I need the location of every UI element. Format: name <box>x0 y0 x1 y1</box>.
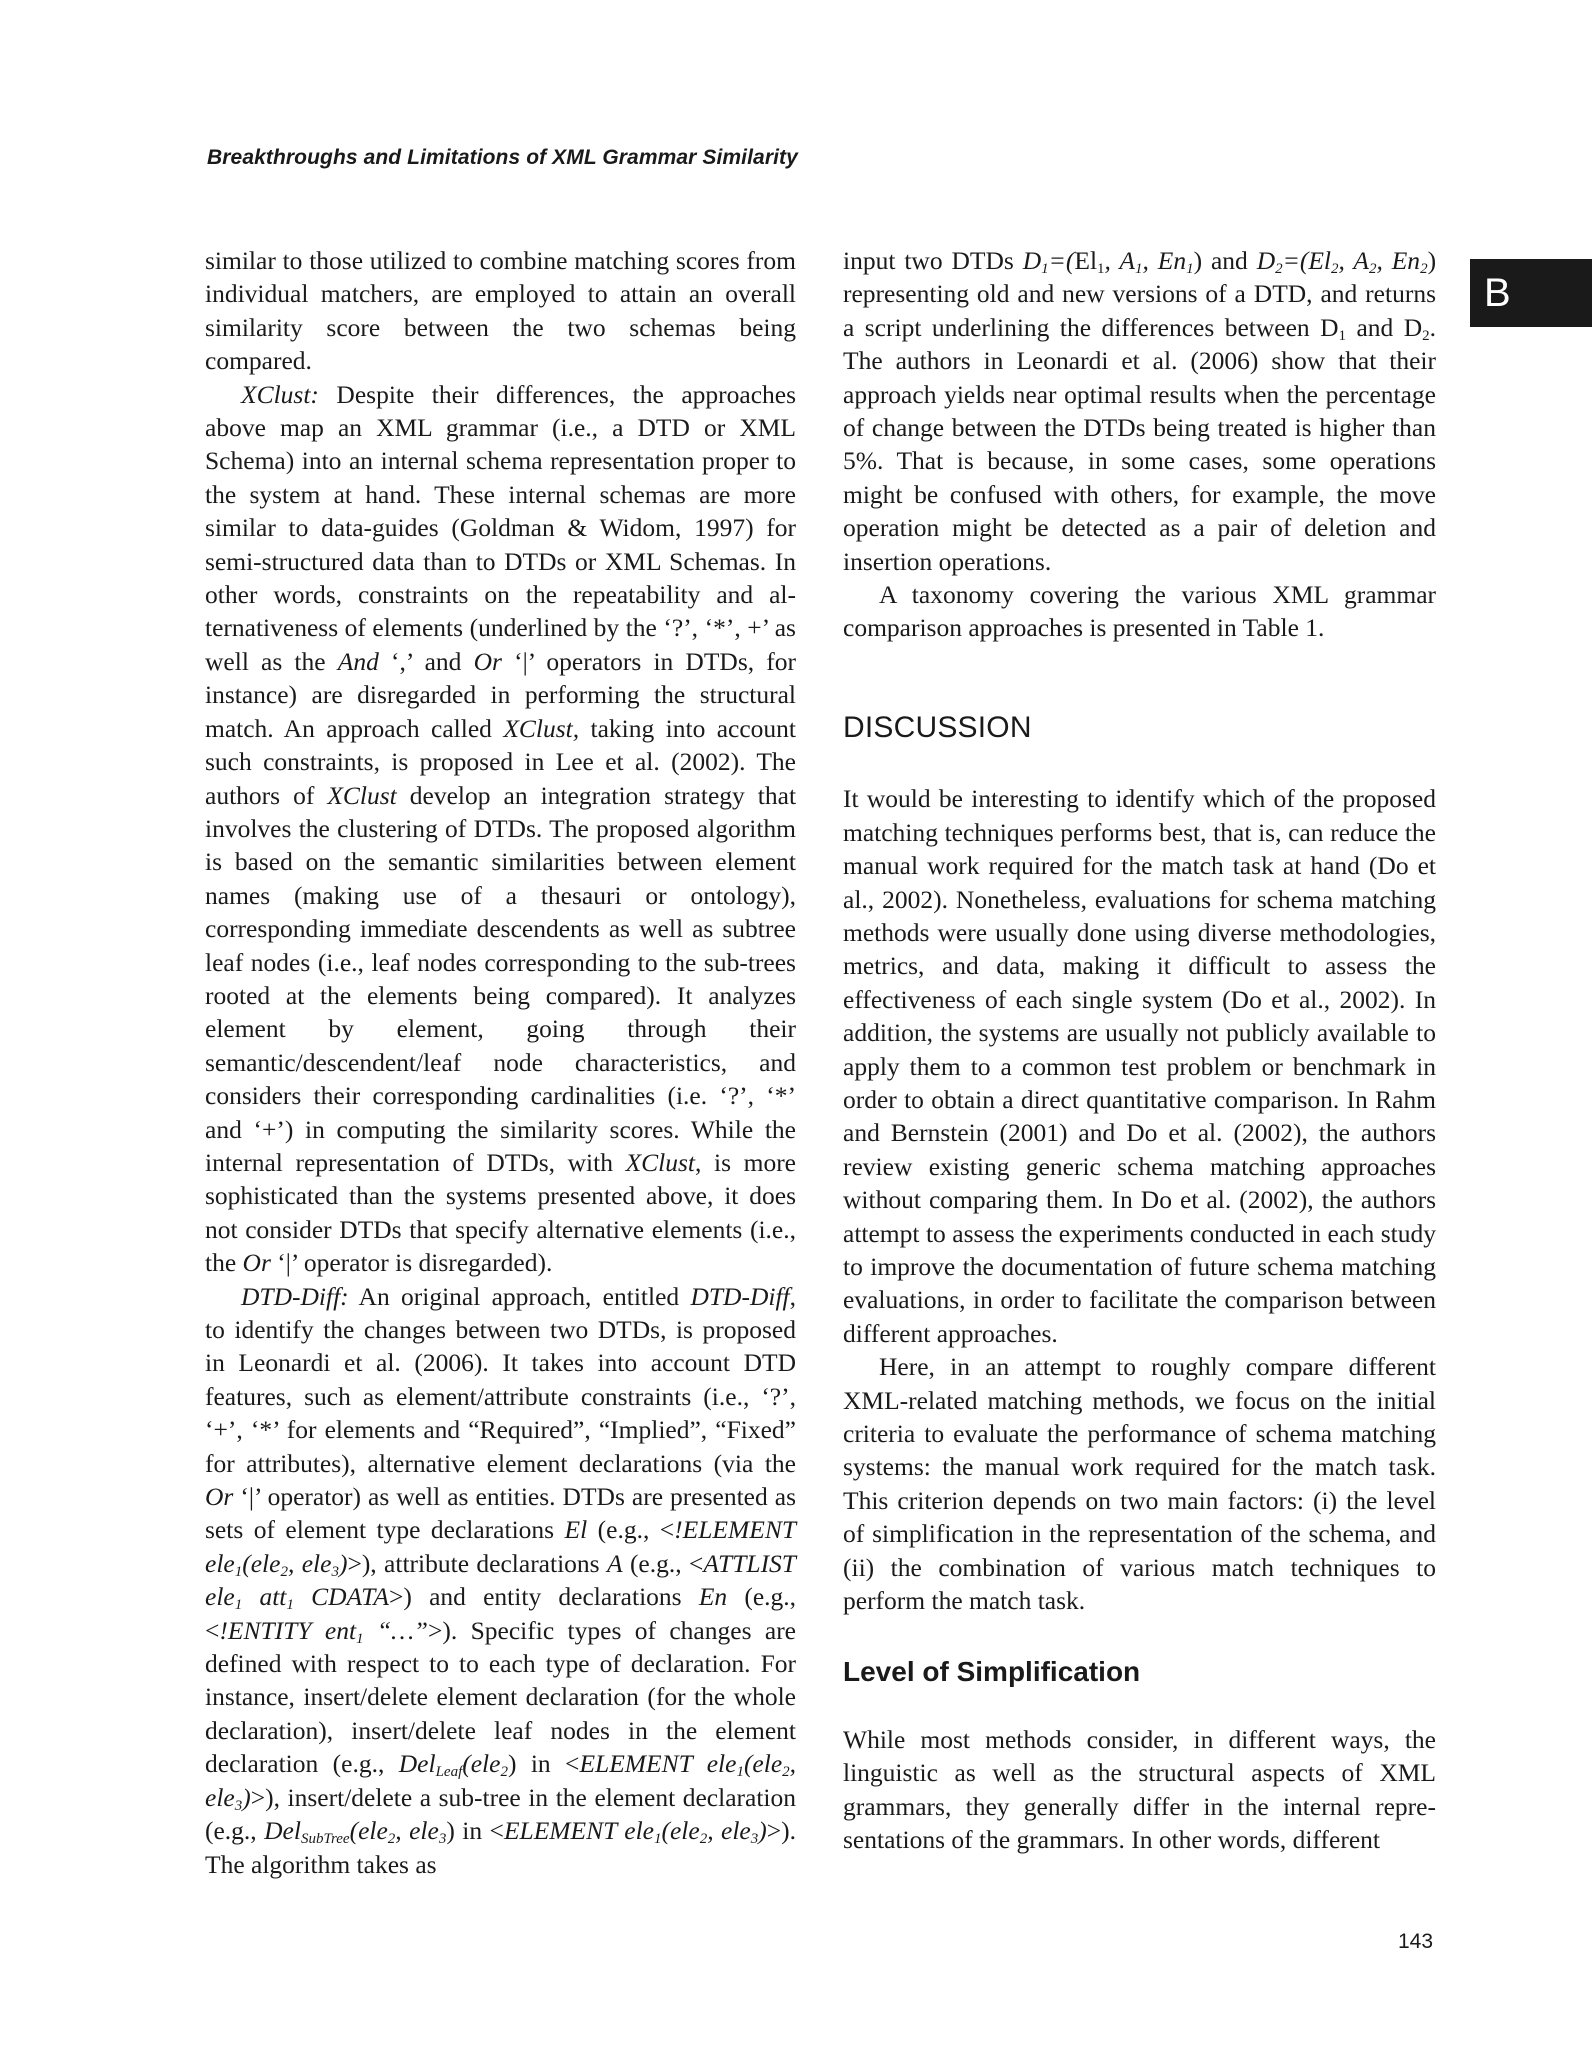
paragraph-xclust: XClust: Despite their differences, the approaches above map an XML grammar (i.e., a DTD or XML Schema) into an internal schema representation proper to the system at hand. These internal schemas are more similar to data-guides (Goldman & Widom, 1997) for semi-structured data than to DTDs or XML Schemas. In other words, constraints on the repeatability and alternativeness of elements (underlined by the ‘?’, ‘*’, +’ as well as the And ‘,’ and Or ‘|’ operators in DTDs, for instance) are disregarded in performing the structural match. An approach called XClust, taking into account such constraints, is proposed in Lee et al. (2002). The authors of XClust develop an integration strategy that involves the clustering of DTDs. The proposed algorithm is based on the semantic similarities between element names (making use of a thesauri or ontology), corresponding immediate descendents as well as subtree leaf nodes (i.e., leaf nodes corresponding to the sub-trees rooted at the elements being compared). It analyzes element by element, going through their semantic/descendent/leaf node characteristics, and considers their corresponding cardinalities (i.e. ‘?’, ‘*’ and ‘+’) in computing the similarity scores. While the internal representation of DTDs, with XClust, is more sophisticated than the systems presented above, it does not consider DTDs that specify alternative elements (i.e., the Or ‘|’ operator is disregarded). <box>205 379 797 1278</box>
run-in-heading: XClust: <box>241 379 319 409</box>
section-heading-discussion: DISCUSSION <box>843 710 1032 744</box>
paragraph-dtd-diff: DTD-Diff: An original approach, entitled DTD-Diff, to identify the changes between two DTDs, is proposed in Leonardi et al. (2006). It takes into account DTD features, such as element/attribute constraints (i.e., ‘?’, ‘+’, ‘*’ for elements and “Required”, “Implied”, “Fixed” for attributes), alternative element declarations (via the Or ‘|’ operator) as well as entities. DTDs are presented as sets of element type declarations El (e.g., <!ELEMENT ele$_1$(ele$_2$, ele$_3$)>), attribute declarations A (e.g., <ATTLIST ele$_1$ att$_1$ CDATA>) and entity declarations En (e.g., <!ENTITY ent$_1$ “…”>). Specific types of changes are defined with respect to to each type of declaration. For instance, insert/delete element declaration (for the whole declaration), insert/delete leaf nodes in the element declaration (e.g., Del$_{Leaf}$(ele$_2$) in <ELEMENT ele$_1$(ele$_2$, ele$_3$)>), insert/delete a sub-tree in the element declaration (e.g., Del$_{SubTree}$(ele$_2$, ele$_3$) in <ELEMENT ele$_1$(ele$_2$, ele$_3$)>). The algorithm takes as <box>205 1281 797 1879</box>
section-tab-marker: B <box>1470 259 1592 327</box>
paragraph: input two DTDs $D_1=(El_1$, $A_1$, $En_1$) and $D_2=(El_2$, $A_2$, $En_2$) representing old and new versions of a DTD, and returns a script underlining the differences between $D_1$ and $D_2$. The authors in Leonardi et al. (2006) show that their approach yields near optimal results when the percentage of change between the DTDs being treated is higher than 5%. That is because, in some cases, some operations might be confused with others, for example, the move operation might be detected as a pair of deletion and insertion operations. <box>843 246 1437 576</box>
right-column <box>843 244 1436 1856</box>
paragraph: A taxonomy covering the various XML grammar comparison approaches is presented in Table 1. <box>843 580 1436 643</box>
page-number: 143 <box>1398 1930 1434 1953</box>
paragraph: While most methods consider, in different ways, the linguistic as well as the structural aspects of XML grammars, they generally differ in the internal representations of the grammars. In other words, different <box>843 1724 1436 1855</box>
paragraph: Here, in an attempt to roughly compare different XML-related matching methods, we focus on the initial criteria to evaluate the performance of schema matching systems: the manual work required for the match task. This criterion depends on two main factors: (i) the level of simplification in the representation of the schema, and (ii) the combination of various match techniques to perform the match task. <box>843 1352 1436 1616</box>
run-in-heading: DTD-Diff: <box>241 1281 349 1311</box>
paragraph: It would be interesting to identify which of the proposed matching techniques performs best, that is, can reduce the manual work required for the match task at hand (Do et al., 2002). Nonetheless, evaluations for schema matching methods were usually done using diverse methodologies, metrics, and data, making it difficult to assess the effectiveness of each single system (Do et al., 2002). In addition, the systems are usually not publicly available to apply them to a common test problem or benchmark in order to obtain a direct quantitative comparison. In Rahm and Bernstein (2001) and Do et al. (2002), the authors review existing generic schema matching approaches without comparing them. In Do et al. (2002), the authors attempt to assess the experiments conducted in each study to improve the documentation of future schema matching evaluations, in order to facilitate the comparison between different approaches. <box>843 784 1436 1348</box>
paragraph: similar to those utilized to combine matching scores from individual matchers, are employed to attain an overall similarity score between the two schemas being compared. <box>205 246 796 376</box>
subsection-heading-level-of-simplification: Level of Simplification <box>843 1656 1141 1688</box>
running-header: Breakthroughs and Limitations of XML Grammar Similarity <box>207 146 798 169</box>
left-column <box>205 244 796 1881</box>
